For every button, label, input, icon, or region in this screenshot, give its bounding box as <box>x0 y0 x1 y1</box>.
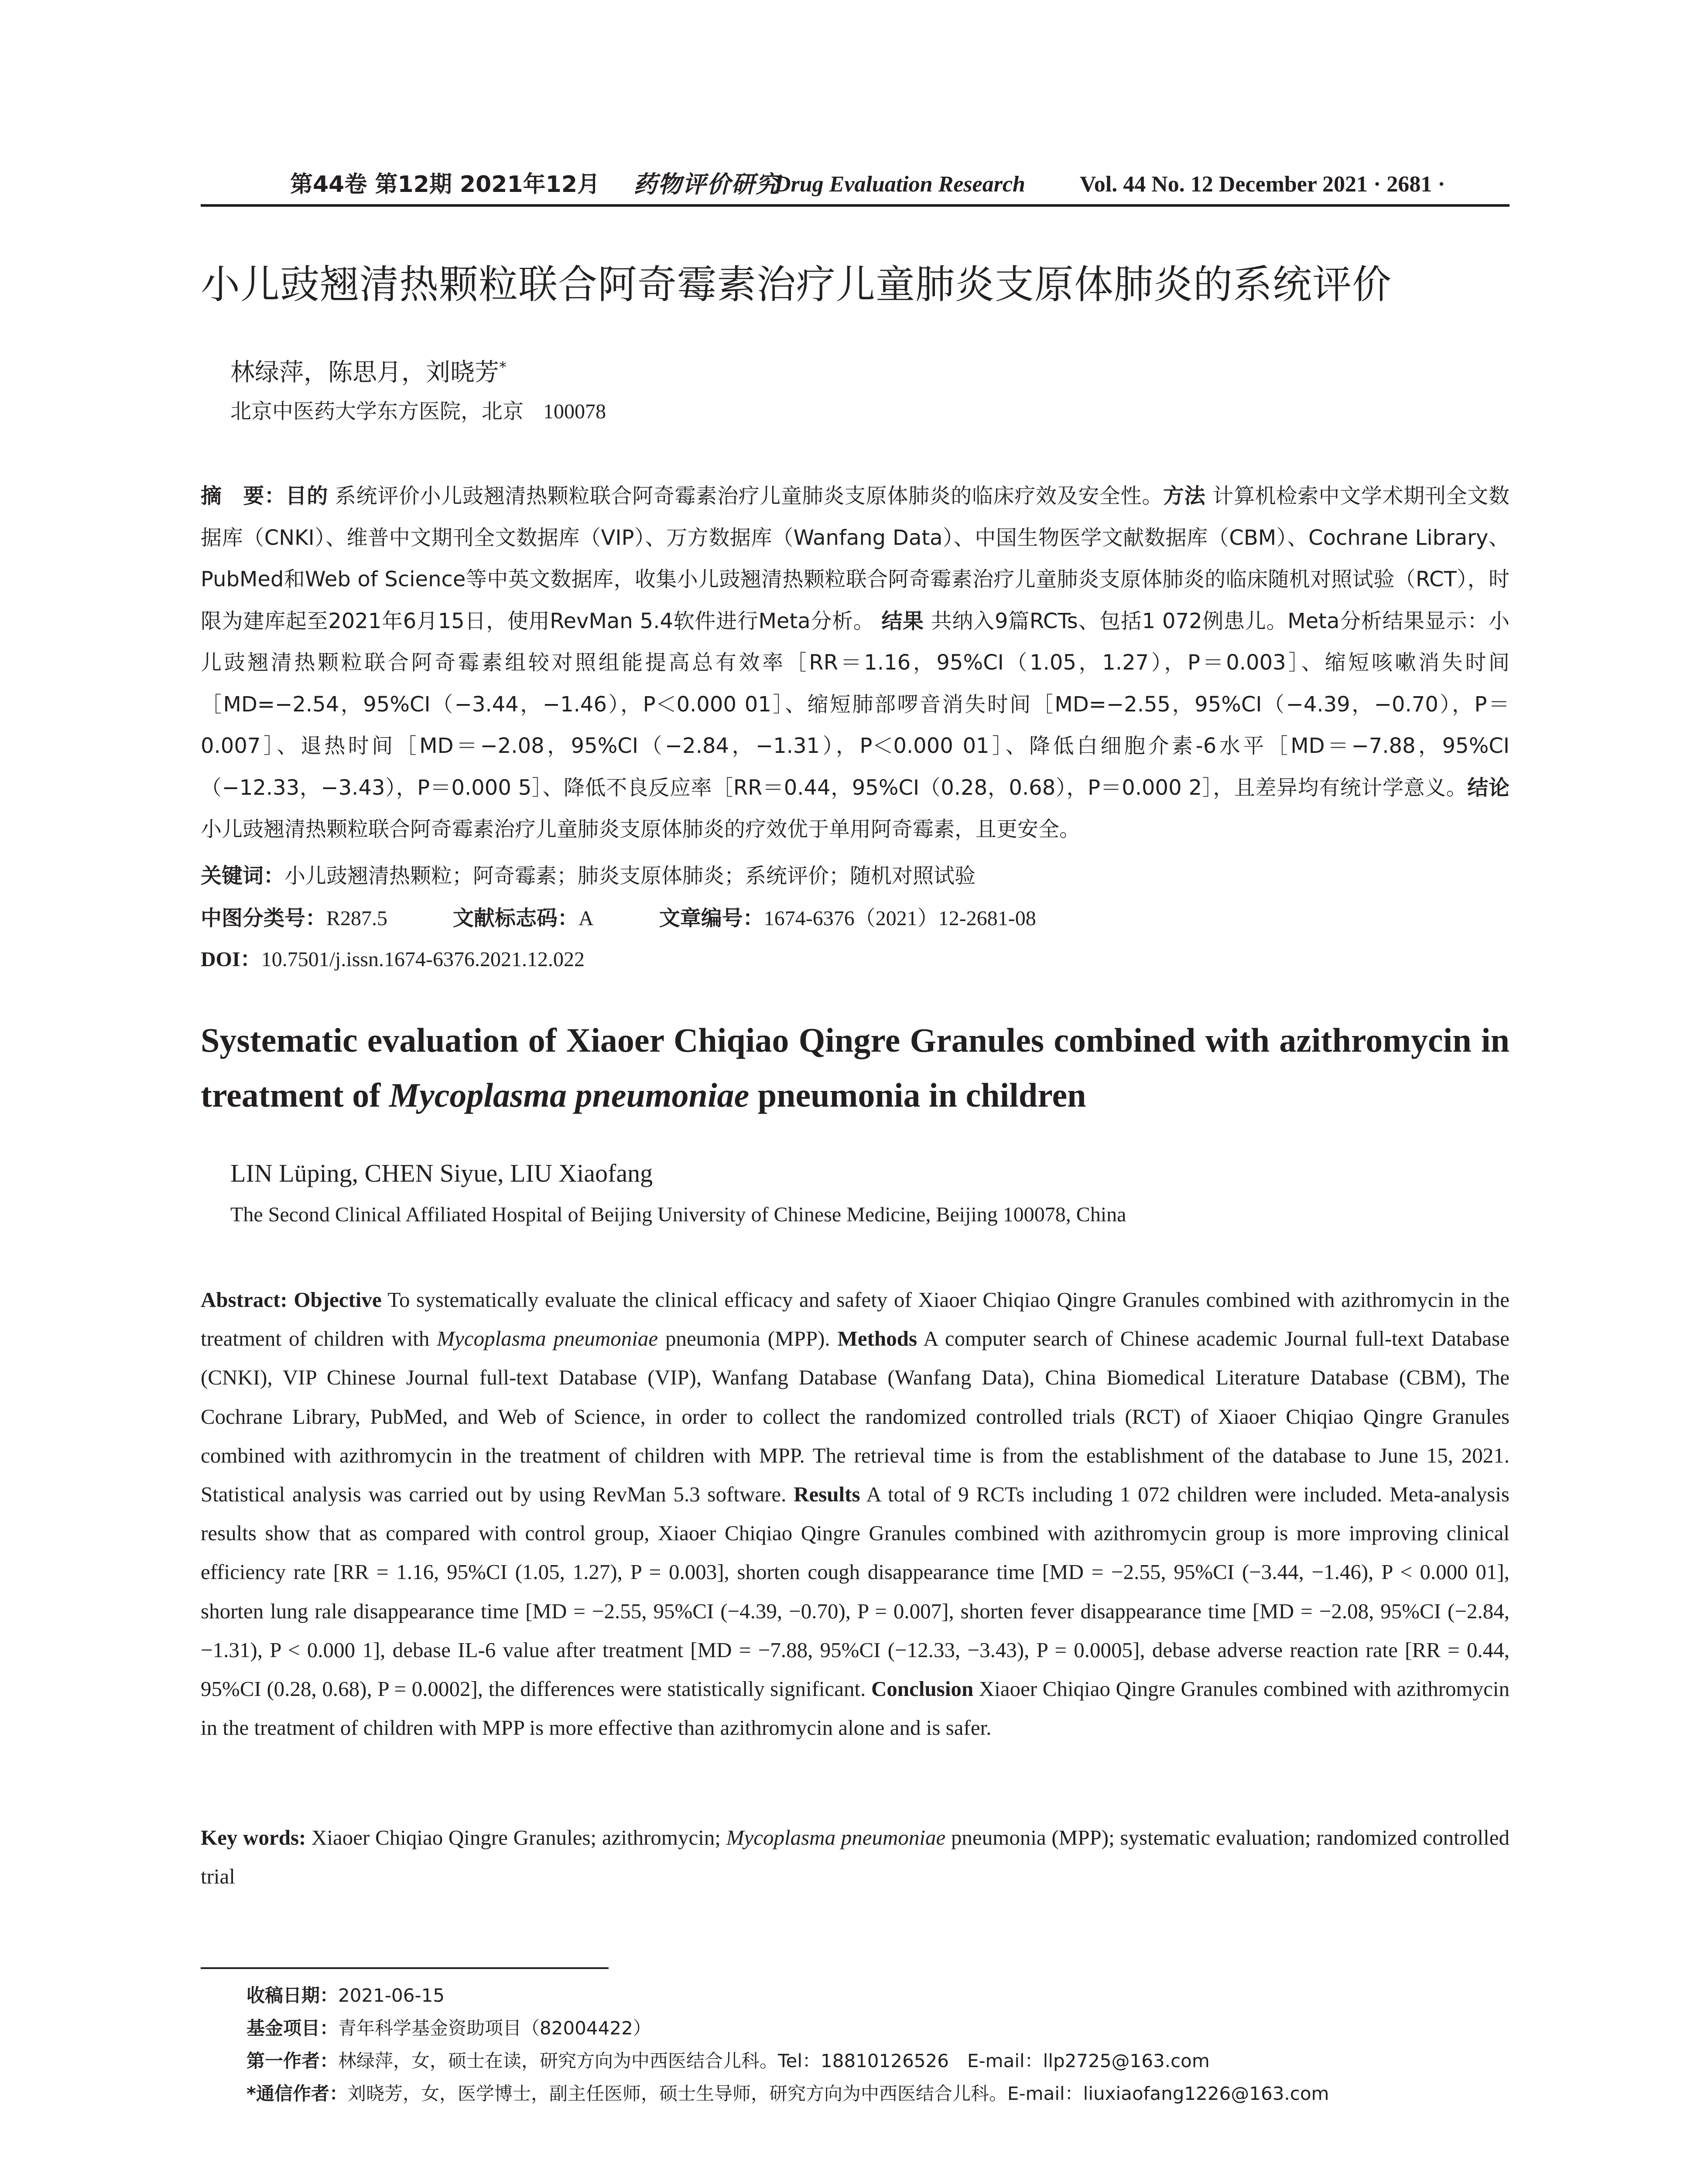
running-header <box>201 165 1509 209</box>
keywords-zh-label: 关键词： <box>201 864 285 888</box>
article-number-value: 1674-6376（2021）12-2681-08 <box>763 907 1036 930</box>
title-en-part1: Systematic evaluation of Xiaoer Chiqiao Qingre Granules combined with azithromycin in treatment of <box>201 1021 1509 1114</box>
abstract-zh <box>201 475 1509 851</box>
affiliation-zh-zip: 100078 <box>543 400 606 423</box>
abstract-zh-results-label: 结果 <box>881 608 924 633</box>
abstract-zh-label: 摘 要： <box>201 484 286 508</box>
corresponding-mark: * <box>499 359 507 376</box>
keywords-zh-text: 小儿豉翘清热颗粒；阿奇霉素；肺炎支原体肺炎；系统评价；随机对照试验 <box>284 864 976 888</box>
volume-page-info: Vol. 44 No. 12 December 2021 · 2681 · <box>1080 172 1445 197</box>
keywords-en-text-1: Xiaoer Chiqiao Qingre Granules; azithromycin; <box>311 1825 726 1849</box>
footnote-received <box>246 1983 445 2009</box>
abstract-en-objective-2: pneumonia (MPP). <box>658 1326 838 1351</box>
issue-info-zh: 第44卷 第12期 2021年12月 <box>290 171 600 198</box>
doi-line <box>201 942 585 977</box>
corresponding-label: *通信作者： <box>246 2083 348 2104</box>
abstract-en <box>201 1280 1509 1747</box>
title-zh: 小儿豉翘清热颗粒联合阿奇霉素治疗儿童肺炎支原体肺炎的系统评价 <box>201 262 1392 308</box>
affiliation-zh-name: 北京中医药大学东方医院，北京 <box>230 399 524 424</box>
abstract-zh-objective: 系统评价小儿豉翘清热颗粒联合阿奇霉素治疗儿童肺炎支原体肺炎的临床疗效及安全性。 <box>335 484 1163 508</box>
abstract-zh-conclusion: 小儿豉翘清热颗粒联合阿奇霉素治疗儿童肺炎支原体肺炎的疗效优于单用阿奇霉素，且更安全。 <box>201 817 1081 841</box>
authors-zh-names: 林绿萍，陈思月，刘晓芳 <box>230 358 499 387</box>
abstract-en-results-label: Results <box>794 1482 860 1507</box>
abstract-zh-conclusion-label: 结论 <box>1467 775 1509 800</box>
abstract-zh-methods: 计算机检索中文学术期刊全文数据库（CNKI）、维普中文期刊全文数据库（VIP）、万方数据库（Wanfang Data）、中国生物医学文献数据库（CBM）、Cochrane Library、PubMed和Web of Science等中英文数据库，收集小儿豉翘清热颗粒联合阿奇霉素治疗儿童肺炎支原体肺炎的临床随机对照试验（RCT），时限为建库起至2021年6月15日，使用RevMan 5.4软件进行Meta分析。 <box>201 484 1509 633</box>
abstract-en-conclusion: Xiaoer Chiqiao Qingre Granules combined with azithromycin in the treatment of children with MPP is more effective than azithromycin alone and is safer. <box>201 1677 1509 1740</box>
first-author-label: 第一作者： <box>246 2050 339 2072</box>
doi-label: DOI： <box>201 948 261 971</box>
title-en-italic: Mycoplasma pneumoniae <box>389 1076 750 1114</box>
received-label: 收稿日期： <box>246 1985 339 2006</box>
footnote-first-author <box>246 2048 1210 2074</box>
abstract-en-objective-label: Objective <box>294 1288 382 1312</box>
doc-code-label: 文献标志码： <box>453 906 579 930</box>
clc-value: R287.5 <box>326 907 388 930</box>
abstract-en-conclusion-label: Conclusion <box>871 1677 974 1701</box>
abstract-en-label: Abstract: <box>201 1288 294 1312</box>
keywords-en <box>201 1818 1509 1896</box>
corresponding-text: 刘晓芳，女，医学博士，副主任医师，硕士生导师，研究方向为中西医结合儿科。E-mail：liuxiaofang1226@163.com <box>347 2083 1329 2104</box>
first-author-text: 林绿萍，女，硕士在读，研究方向为中西医结合儿科。Tel：18810126526 E-mail：llp2725@163.com <box>338 2050 1210 2072</box>
abstract-en-objective-1: To systematically evaluate the clinical efficacy and safety of Xiaoer Chiqiao Qingre Granules combined with azithromycin in the treatment of children with <box>201 1288 1510 1351</box>
abstract-en-methods-label: Methods <box>837 1326 917 1351</box>
classification-line <box>201 901 1036 936</box>
clc-label: 中图分类号： <box>201 906 327 930</box>
keywords-en-italic: Mycoplasma pneumoniae <box>726 1825 946 1849</box>
fund-text: 青年科学基金资助项目（82004422） <box>338 2017 651 2039</box>
footnote-corresponding <box>246 2081 1329 2107</box>
article-number-label: 文章编号： <box>659 906 764 930</box>
keywords-en-label: Key words: <box>201 1825 312 1849</box>
authors-zh <box>230 350 507 390</box>
keywords-en-text-2: pneumonia (MPP); systematic evaluation; randomized controlled trial <box>201 1825 1509 1889</box>
authors-en: LIN Lüping, CHEN Siyue, LIU Xiaofang <box>230 1159 653 1187</box>
doi-value[interactable]: 10.7501/j.issn.1674-6376.2021.12.022 <box>261 948 585 971</box>
affiliation-en: The Second Clinical Affiliated Hospital of Beijing University of Chinese Medicine, Beijing 100078, China <box>230 1203 1126 1226</box>
doc-code-value: A <box>578 907 594 930</box>
abstract-en-results: A total of 9 RCTs including 1 072 children were included. Meta-analysis results show that as compared with control group, Xiaoer Chiqiao Qingre Granules combined with azithromycin group is more improving clinical efficiency rate [RR = 1.16, 95%CI (1.05, 1.27), P = 0.003], shorten cough disappearance time [MD = −2.55, 95%CI (−3.44, −1.46), P < 0.000 01], shorten lung rale disappearance time [MD = −2.55, 95%CI (−4.39, −0.70), P = 0.007], shorten fever disappearance time [MD = −2.08, 95%CI (−2.84, −1.31), P < 0.000 1], debase IL-6 value after treatment [MD = −7.88, 95%CI (−12.33, −3.43), P = 0.0005], debase adverse reaction rate [RR = 0.44, 95%CI (0.28, 0.68), P = 0.0002], the differences were statistically significant. <box>201 1482 1509 1701</box>
title-en-part2: pneumonia in children <box>749 1076 1086 1114</box>
journal-logo: 药物评价研究 <box>633 171 780 198</box>
abstract-zh-results: 共纳入9篇RCTs、包括1 072例患儿。Meta分析结果显示：小儿豉翘清热颗粒联合阿奇霉素组较对照组能提高总有效率［RR＝1.16，95%CI（1.05，1.27），P＝0.003］、缩短咳嗽消失时间［MD=−2.54，95%CI（−3.44，−1.46），P＜0.000 01］、缩短肺部啰音消失时间［MD=−2.55，95%CI（−4.39，−0.70），P＝0.007］、退热时间［MD＝−2.08，95%CI（−2.84，−1.31），P＜0.000 01］、降低白细胞介素-6水平［MD＝−7.88，95%CI（−12.33，−3.43），P＝0.000 5］、降低不良反应率［RR＝0.44，95%CI（0.28，0.68），P＝0.000 2］，且差异均有统计学意义。 <box>201 608 1509 800</box>
abstract-en-objective-italic: Mycoplasma pneumoniae <box>437 1326 658 1351</box>
abstract-en-methods: A computer search of Chinese academic Journal full-text Database (CNKI), VIP Chinese Journal full-text Database (VIP), Wanfang Database (Wanfang Data), China Biomedical Literature Database (CBM), The Cochrane Library, PubMed, and Web of Science, in order to collect the randomized controlled trials (RCT) of Xiaoer Chiqiao Qingre Granules combined with azithromycin in the treatment of children with MPP. The retrieval time is from the establishment of the database to June 15, 2021. Statistical analysis was carried out by using RevMan 5.3 software. <box>201 1326 1509 1507</box>
journal-name-en: Drug Evaluation Research <box>774 172 1025 197</box>
title-en <box>201 1013 1509 1123</box>
abstract-zh-methods-label: 方法 <box>1163 484 1206 508</box>
abstract-zh-objective-label: 目的 <box>285 484 329 508</box>
affiliation-zh <box>230 396 606 427</box>
received-date: 2021-06-15 <box>338 1985 445 2006</box>
keywords-zh <box>201 858 976 893</box>
footnote-fund <box>246 2015 651 2041</box>
header-rule <box>201 204 1509 207</box>
footnote-rule <box>201 1967 609 1969</box>
fund-label: 基金项目： <box>246 2017 339 2039</box>
